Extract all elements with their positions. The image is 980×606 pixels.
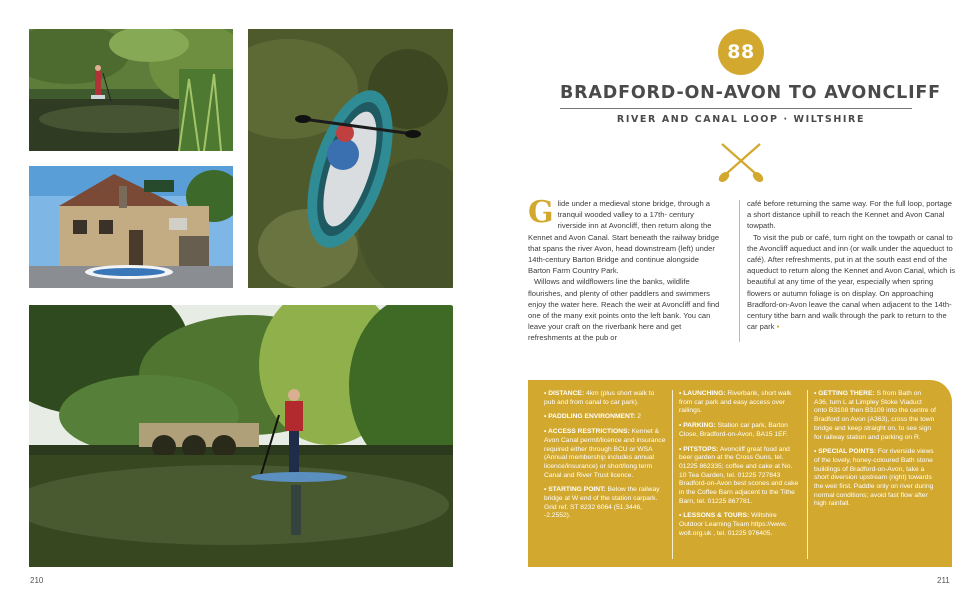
info-item-access [544, 428, 666, 480]
info-text: 4km (plus short walk to pub and from canal to car park). [544, 390, 655, 406]
drop-cap: G [528, 195, 554, 230]
info-label: • LAUNCHING: [679, 390, 726, 397]
route-title: BRADFORD-ON-AVON TO AVONCLIFF [560, 83, 941, 103]
photo-paddleboarder-bridge [29, 305, 453, 567]
info-item-special-points [814, 448, 936, 509]
body-paragraph: Willows and wildflowers line the banks, wildlife flourishes, and plenty of other paddlers and swimmers enjoy the water here. Reach the weir at Avoncliff and find one of the many exit points onto the left bank. You can leave your craft on the riverbank here and get refreshments at the pub or [528, 277, 720, 343]
info-label: • PITSTOPS: [679, 445, 719, 453]
crossed-paddles-icon [716, 140, 766, 184]
info-text: S from Bath on A36, turn L at Limpley Stoke Viaduct onto B3108 then B3109 into the centre of Bradford on Avon (A363), cross the town bridge and keep straight on, to see sign for railway station and parking on R. [814, 390, 936, 441]
info-label: • PARKING: [679, 422, 716, 430]
body-paragraph [528, 195, 721, 276]
info-item-environment [544, 413, 666, 422]
page-number-right: 211 [937, 576, 950, 585]
info-label: • SPECIAL POINTS: [814, 448, 877, 456]
info-label: • ACCESS RESTRICTIONS: [544, 428, 630, 436]
info-text: Below the railway bridge at W end of the station carpark. Grid ref. ST 8232 6064 (51.3446, -2.2552). [544, 486, 660, 520]
info-item-getting-there [814, 390, 936, 442]
body-text: To visit the pub or café, turn right on the towpath or canal to the Avoncliff aqueduct and inn (or walk under the aqueduct to café). After refreshments, put in at the south east end of the aqueduct to return along the Kennet and Avon Canal, which is beautiful at any time of the year, especially when spring flowers or autumn foliage is on display. On approaching Bradford-on-Avon leave the canal when adjacent to the 14th-century tithe barn and walk through the park to return to the car park [747, 232, 955, 332]
info-label: • PADDLING ENVIRONMENT: [544, 413, 636, 421]
body-column-1 [528, 195, 721, 344]
info-item-parking [679, 422, 801, 439]
info-text: For riverside views of the lovely, honey-coloured Bath stone buildings of Bradford-on-Avon, take a short diversion upstream (right) towards the weir first. Paddle only on river during normal conditions; avoid fast flow after high rainfall. [814, 448, 934, 508]
info-text: Wiltshire Outdoor Learning Team https://www. wolt.org.uk , tel. 01225 976405. [679, 512, 788, 537]
body-text: lide under a medieval stone bridge, through a tranquil wooded valley to a 17th- century riverside inn at Avoncliff, then return along the Kennet and Avon Canal. Start beneath the railway bridge that spans the river Avon, head downstream (left) under 14th-century Barton Bridge and continue alongside Barton Farm Country Park. [528, 199, 720, 276]
end-mark: ▪ [776, 322, 780, 332]
info-label: • LESSONS & TOURS: [679, 512, 750, 520]
info-label: • STARTING POINT: [544, 486, 606, 494]
body-paragraph: café before returning the same way. For the full loop, portage a short distance uphill to reach the Kennet and Avon Canal towpath. [747, 199, 953, 231]
info-item-lessons [679, 512, 801, 538]
info-column-3 [807, 390, 942, 559]
info-box [528, 380, 952, 567]
photo-paddleboarder-river [29, 29, 233, 151]
route-subtitle: RIVER AND CANAL LOOP · WILTSHIRE [616, 114, 866, 125]
info-text: 2 [635, 413, 641, 421]
info-item-launching [679, 390, 801, 416]
info-column-1 [538, 390, 672, 559]
info-label: • DISTANCE: [544, 390, 585, 397]
page-number-left: 210 [30, 576, 44, 585]
info-item-start [544, 486, 666, 521]
info-item-pitstops [679, 446, 801, 507]
photo-inflatable-kayak [248, 29, 453, 288]
info-label: • GETTING THERE: [814, 390, 875, 397]
body-column-2 [747, 198, 955, 332]
info-text: Riverbank, short walk from car park and easy access over railings. [679, 390, 792, 415]
title-divider [560, 108, 912, 109]
info-text: Kennet & Avon Canal permit/licence and insurance required either through BCU or WSA (Annual membership includes annual licence/insurance) or short/long term Canal and River Trust licence. [544, 428, 666, 479]
photo-riverside-pub [29, 166, 233, 288]
body-paragraph [747, 232, 955, 333]
info-item-distance [544, 390, 666, 407]
info-text: Station car park, Barton Close, Bradford-on-Avon, BA15 1EF. [679, 422, 788, 438]
info-column-2 [672, 390, 807, 559]
column-divider [739, 200, 740, 342]
info-text: Avoncliff great food and beer garden at the Cross Guns, tel. 01225 862335; coffee and cake at No. 10 Tea Garden, tel. 01225 727843 Bradford-on-Avon best scones and cake in the Coffee Barn adjacent to the Tithe Barn, tel. 01225 867781. [679, 445, 799, 505]
route-number-badge: 88 [718, 29, 764, 75]
